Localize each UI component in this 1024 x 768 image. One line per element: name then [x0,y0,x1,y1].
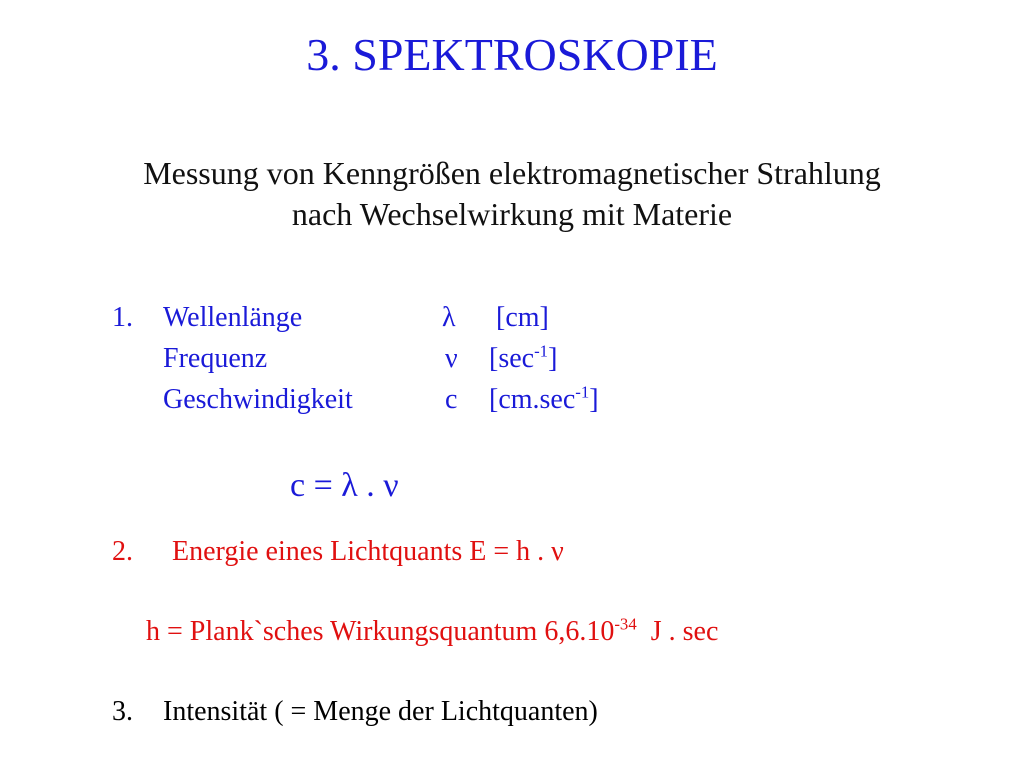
page-title: 3. SPEKTROSKOPIE [306,29,718,80]
item3-number: 3. [112,696,133,727]
item1-label-wavelength: Wellenlänge [163,302,303,333]
item1-symbol-speed: c [445,384,458,415]
item1-unit-wavelength: [cm] [496,302,549,333]
item1-label-frequency: Frequenz [163,343,268,374]
item1-label-speed: Geschwindigkeit [163,384,353,415]
item1-symbol-wavelength: λ [442,302,456,333]
item3-intensity-text: Intensität ( = Menge der Lichtquanten) [163,696,598,727]
subtitle-line-1: Messung von Kenngrößen elektromagnetischer Strahlung [143,155,881,191]
item1-symbol-frequency: ν [445,343,458,374]
item1-unit-frequency: $[\sec^{-1}]$ [489,341,558,374]
item2-number: 2. [112,536,133,567]
item2-energy-text: Energie eines Lichtquants E = h . ν [172,536,564,567]
planck-constant: h = Plank`sches Wirkungsquantum $6,6.10^{-34}$ J . sec [146,614,719,647]
subtitle [0,153,1024,235]
item1-number: 1. [112,302,133,333]
speed-formula: c = λ . ν [290,467,399,504]
item1-unit-speed: $[cm.\sec^{-1}]$ [489,382,599,415]
subtitle-line-2: nach Wechselwirkung mit Materie [291,196,733,232]
